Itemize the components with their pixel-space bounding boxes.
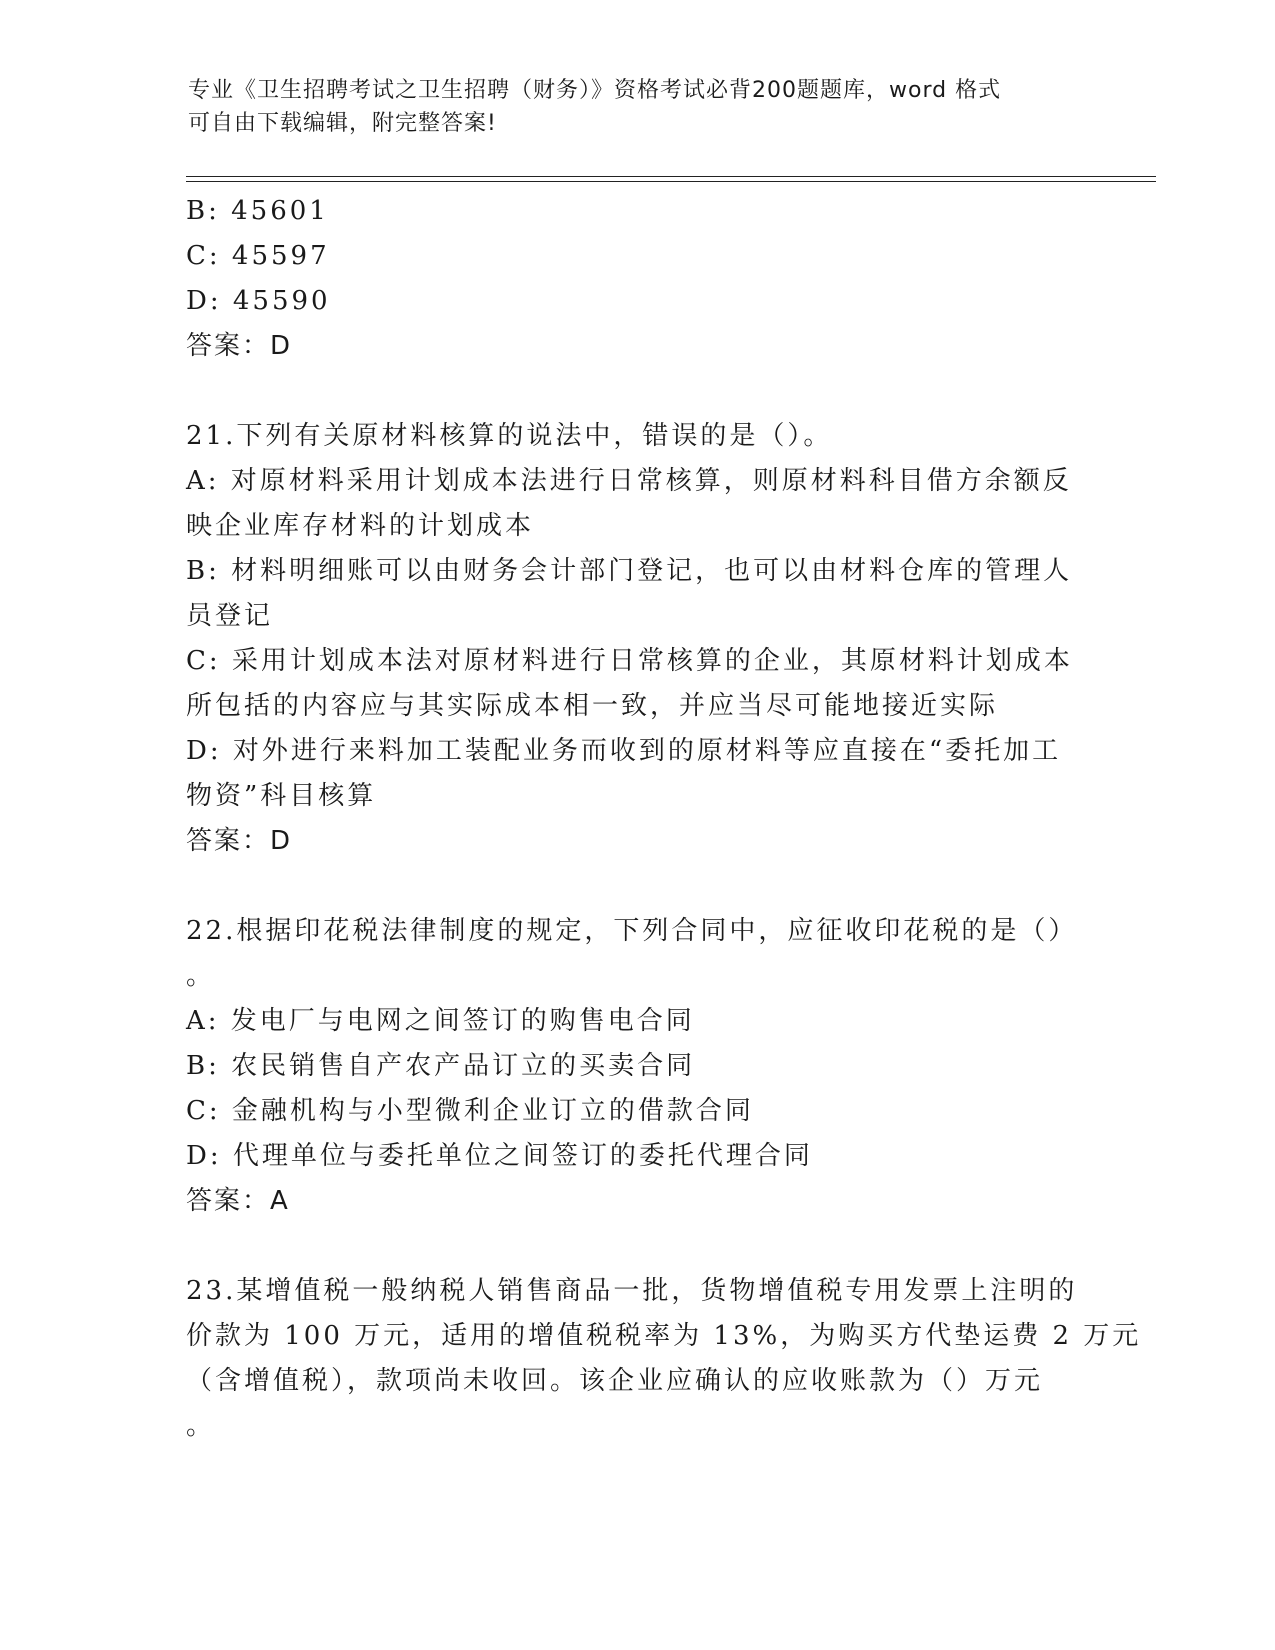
spacer	[186, 1224, 1086, 1269]
question-stem: 21.下列有关原材料核算的说法中，错误的是（）。	[186, 421, 833, 451]
previous-question-tail	[186, 189, 1086, 369]
option-a: A: 发电厂与电网之间签订的购售电合同	[186, 1006, 695, 1036]
spacer	[186, 864, 1086, 909]
option-b-continued: 员登记	[186, 601, 274, 631]
question-23	[186, 1269, 1142, 1449]
option-a-continued: 映企业库存材料的计划成本	[186, 511, 535, 541]
header-divider	[186, 176, 1156, 182]
option-c: C: 金融机构与小型微利企业订立的借款合同	[186, 1096, 754, 1126]
answer-line: 答案：D	[186, 331, 293, 361]
question-stem-continued: （含增值税），款项尚未收回。该企业应确认的应收账款为（）万元	[186, 1366, 1044, 1396]
answer-line: 答案：D	[186, 826, 293, 856]
question-stem-continued: 。	[186, 961, 216, 991]
question-22	[186, 909, 1086, 1224]
question-stem-continued: 价款为 100 万元，适用的增值税税率为 13%，为购买方代垫运费 2 万元	[186, 1321, 1142, 1351]
spacer	[186, 369, 1086, 414]
option-b: B: 材料明细账可以由财务会计部门登记，也可以由材料仓库的管理人	[186, 556, 1073, 586]
question-stem: 23.某增值税一般纳税人销售商品一批，货物增值税专用发票上注明的	[186, 1276, 1078, 1306]
option-c: C: 采用计划成本法对原材料进行日常核算的企业，其原材料计划成本	[186, 646, 1073, 676]
answer-line: 答案：A	[186, 1186, 290, 1216]
header-title-line-2: 可自由下载编辑，附完整答案!	[188, 111, 497, 136]
option-b: B: 农民销售自产农产品订立的买卖合同	[186, 1051, 696, 1081]
header-title-line-1: 专业《卫生招聘考试之卫生招聘（财务）》资格考试必背200题题库，word 格式	[188, 78, 1002, 103]
question-stem: 22.根据印花税法律制度的规定，下列合同中，应征收印花税的是（）	[186, 916, 1078, 946]
option-a: A: 对原材料采用计划成本法进行日常核算，则原材料科目借方余额反	[186, 466, 1072, 496]
option-c-continued: 所包括的内容应与其实际成本相一致，并应当尽可能地接近实际	[186, 691, 999, 721]
option-d: D: 代理单位与委托单位之间签订的委托代理合同	[186, 1141, 813, 1171]
document-header	[188, 74, 1088, 140]
option-b: B: 45601	[186, 196, 329, 226]
option-d: D: 45590	[186, 286, 331, 316]
option-c: C: 45597	[186, 241, 330, 271]
option-d: D: 对外进行来料加工装配业务而收到的原材料等应直接在“委托加工	[186, 736, 1062, 766]
question-content	[186, 189, 1142, 1449]
question-21	[186, 414, 1086, 864]
question-stem-continued: 。	[186, 1411, 216, 1441]
option-d-continued: 物资”科目核算	[186, 781, 377, 811]
